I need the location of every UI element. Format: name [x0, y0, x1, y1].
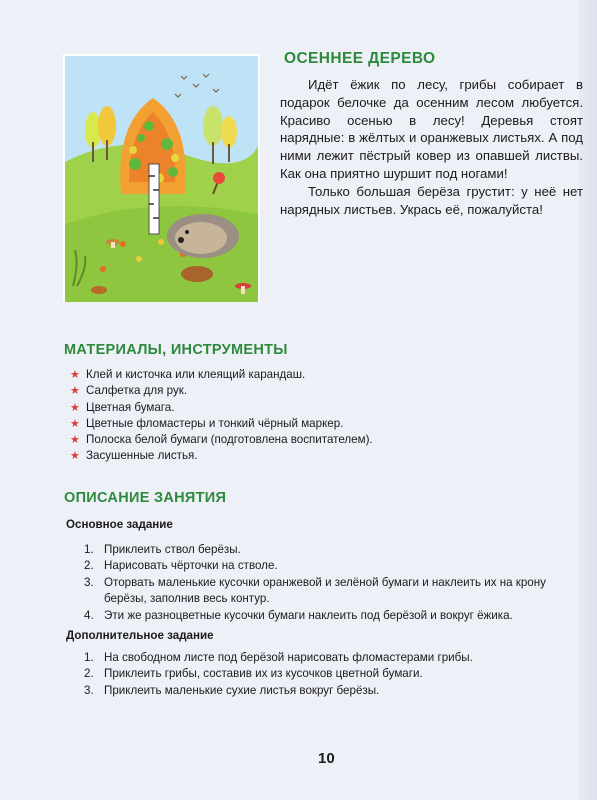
list-item: 3. Приклеить маленькие сухие листья вокруг берёзы. — [84, 683, 380, 697]
list-item: ★ Засушенные листья. — [70, 448, 373, 464]
star-bullet-icon: ★ — [70, 434, 80, 447]
list-item: ★ Цветная бумага. — [70, 400, 373, 416]
list-item: 2. Нарисовать чёрточки на стволе. — [84, 559, 278, 573]
story-paragraph: Идёт ёжик по лесу, грибы собирает в подарок белочке да осенним лесом любуется. Красиво осенью в лесу! Деревья стоят нарядные: в жёлтых и оранжевых листьях. А под ними лежит пёстрый ковер из опавшей листвы. Как она приятно шуршит под ногами! — [280, 77, 583, 181]
list-item: 1. На свободном листе под берёзой нарисовать фломастерами грибы. — [84, 651, 473, 664]
list-item: ★ Цветные фломастеры и тонкий чёрный маркер. — [70, 416, 373, 432]
extra-task-steps — [84, 650, 589, 699]
main-task-steps — [84, 542, 589, 624]
autumn-birch-hedgehog-illustration — [63, 54, 260, 302]
lesson-heading: ОПИСАНИЕ ЗАНЯТИЯ — [64, 490, 227, 506]
star-bullet-icon: ★ — [70, 369, 80, 381]
page-number: 10 — [318, 750, 335, 767]
extra-task-title: Дополнительное задание — [66, 629, 214, 642]
list-item: 1. Приклеить ствол берёзы. — [84, 543, 241, 556]
list-item: ★ Полоска белой бумаги (подготовлена воспитателем). — [70, 432, 373, 448]
star-bullet-icon: ★ — [70, 450, 80, 463]
story-text — [280, 76, 583, 218]
list-item: ★ Салфетка для рук. — [70, 383, 373, 399]
list-item: 4. Эти же разноцветные кусочки бумаги наклеить под берёзой и вокруг ёжика. — [84, 608, 513, 622]
star-bullet-icon: ★ — [70, 417, 80, 430]
list-item: ★ Клей и кисточка или клеящий карандаш. — [70, 367, 373, 383]
list-item: 2. Приклеить грибы, составив их из кусочков цветной бумаги. — [84, 667, 423, 681]
list-item: 3. Оторвать маленькие кусочки оранжевой и зелёной бумаги и наклеить их на крону берёзы, заполнив весь контур. — [84, 575, 546, 606]
article-title: ОСЕННЕЕ ДЕРЕВО — [284, 50, 436, 67]
story-paragraph: Только большая берёза грустит: у неё нет нарядных листьев. Укрась её, пожалуйста! — [280, 183, 583, 217]
star-bullet-icon: ★ — [70, 401, 80, 414]
main-task-title: Основное задание — [66, 518, 173, 531]
materials-list — [70, 367, 373, 465]
materials-heading: МАТЕРИАЛЫ, ИНСТРУМЕНТЫ — [64, 342, 288, 358]
star-bullet-icon: ★ — [70, 385, 80, 398]
